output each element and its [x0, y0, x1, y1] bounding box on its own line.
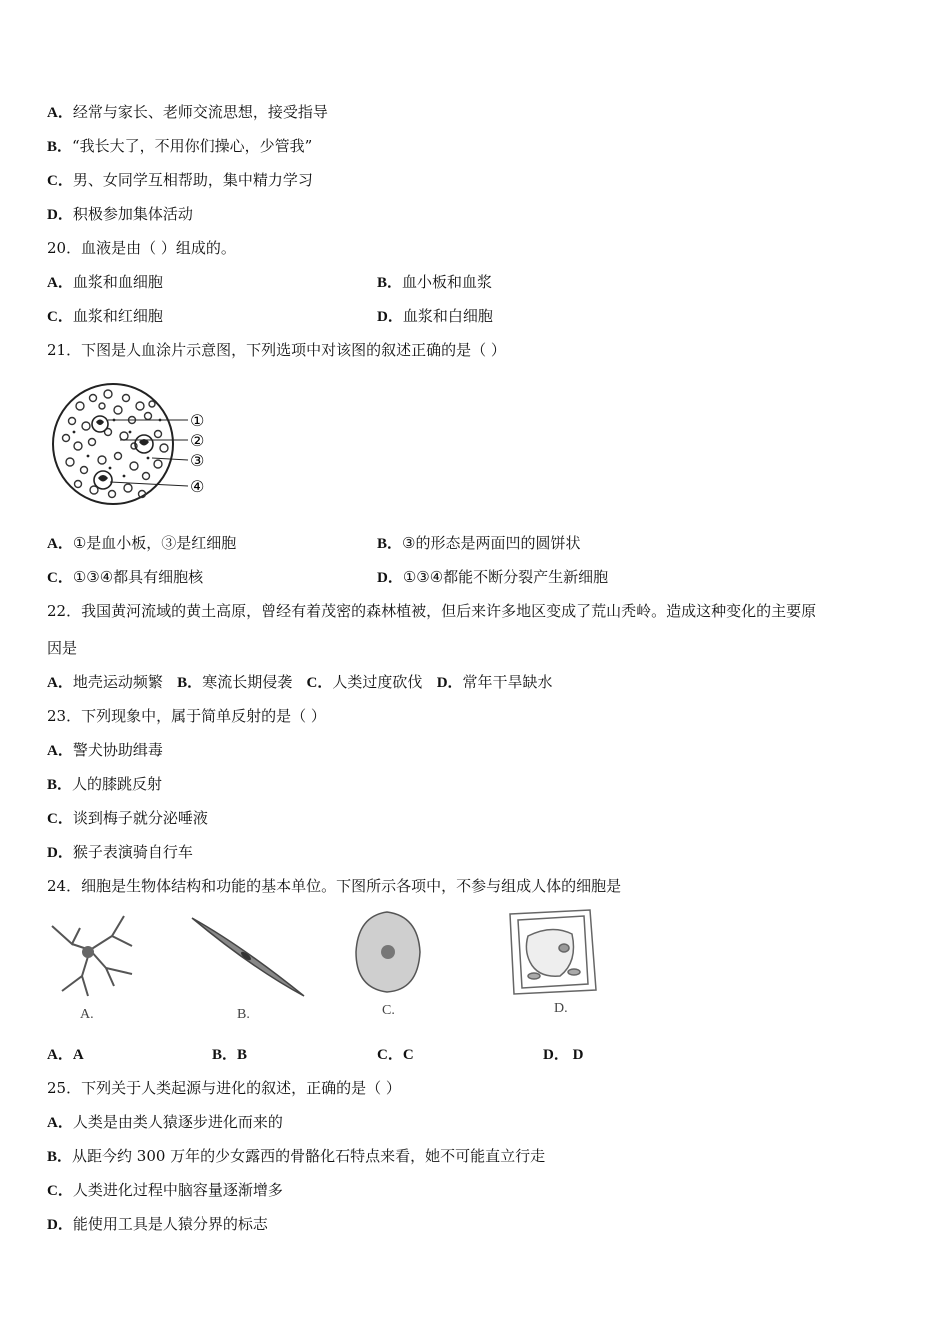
q19-option-c: C．男、女同学互相帮助，集中精力学习: [47, 171, 313, 189]
neuron-cell: [52, 916, 132, 996]
q24-option-d: D． D: [543, 1047, 584, 1063]
animal-cell: [356, 912, 420, 992]
red-blood-cells: [63, 390, 169, 498]
q20-option-a: A．血浆和血细胞: [47, 273, 163, 291]
q25-option-d: D．能使用工具是人猿分界的标志: [47, 1215, 268, 1233]
q23-option-c: C．谈到梅子就分泌唾液: [47, 809, 208, 827]
blood-smear-figure: [48, 376, 218, 514]
q21-option-d: D．①③④都能不断分裂产生新细胞: [377, 568, 609, 586]
figure-label-3: ③: [190, 451, 205, 470]
fig-caption-a: A.: [80, 1007, 94, 1022]
q20-option-d: D．血浆和白细胞: [377, 307, 493, 325]
q22-stem-line2: 因是: [47, 639, 78, 657]
q24-stem: 24．细胞是生物体结构和功能的基本单位。下图所示各项中，不参与组成人体的细胞是: [47, 877, 622, 895]
q23-option-a: A．警犬协助缉毒: [47, 741, 163, 759]
q25-option-a: A．人类是由类人猿逐步进化而来的: [47, 1113, 283, 1131]
q19-option-a: A．经常与家长、老师交流思想，接受指导: [47, 103, 328, 121]
q23-stem: 23．下列现象中，属于简单反射的是（ ）: [47, 707, 326, 725]
q25-option-b: B．从距今约 300 万年的少女露西的骨骼化石特点来看，她不可能直立行走: [47, 1147, 546, 1165]
q23-option-b: B．人的膝跳反射: [47, 775, 163, 793]
q20-option-b: B．血小板和血浆: [377, 273, 493, 291]
q21-option-c: C．①③④都具有细胞核: [47, 568, 204, 586]
fig-caption-c: C.: [382, 1003, 395, 1018]
fig-caption-b: B.: [237, 1007, 250, 1022]
q21-option-a: A．①是血小板，③是红细胞: [47, 534, 237, 552]
plant-cell: [510, 910, 596, 994]
q24-option-b: B．B: [212, 1047, 248, 1063]
q21-option-b: B．③的形态是两面凹的圆饼状: [377, 534, 581, 552]
q24-option-c: C．C: [377, 1047, 414, 1063]
q24-option-a: A．A: [47, 1047, 84, 1063]
q19-option-d: D．积极参加集体活动: [47, 205, 193, 223]
fig-caption-d: D.: [554, 1001, 568, 1016]
q25-stem: 25．下列关于人类起源与进化的叙述，正确的是（ ）: [47, 1079, 401, 1097]
q23-option-d: D．猴子表演骑自行车: [47, 843, 193, 861]
q20-stem: 20．血液是由（ ）组成的。: [47, 239, 236, 257]
q20-option-c: C．血浆和红细胞: [47, 307, 163, 325]
q19-option-b: B．“我长大了，不用你们操心，少管我”: [47, 137, 313, 155]
figure-label-1: ①: [190, 411, 205, 430]
q21-stem: 21．下图是人血涂片示意图，下列选项中对该图的叙述正确的是（ ）: [47, 341, 506, 359]
cell-types-figure: [42, 906, 622, 1028]
q22-options: A．地壳运动频繁 B．寒流长期侵袭 C．人类过度砍伐 D．常年干旱缺水: [47, 673, 553, 691]
q22-stem-line1: 22．我国黄河流域的黄土高原，曾经有着茂密的森林植被，但后来许多地区变成了荒山秃岭。造成这种变化的主要原: [47, 602, 817, 620]
figure-label-2: ②: [190, 431, 205, 450]
q25-option-c: C．人类进化过程中脑容量逐渐增多: [47, 1181, 283, 1199]
muscle-cell: [192, 918, 304, 996]
figure-label-4: ④: [190, 477, 205, 496]
platelets: [73, 419, 162, 478]
